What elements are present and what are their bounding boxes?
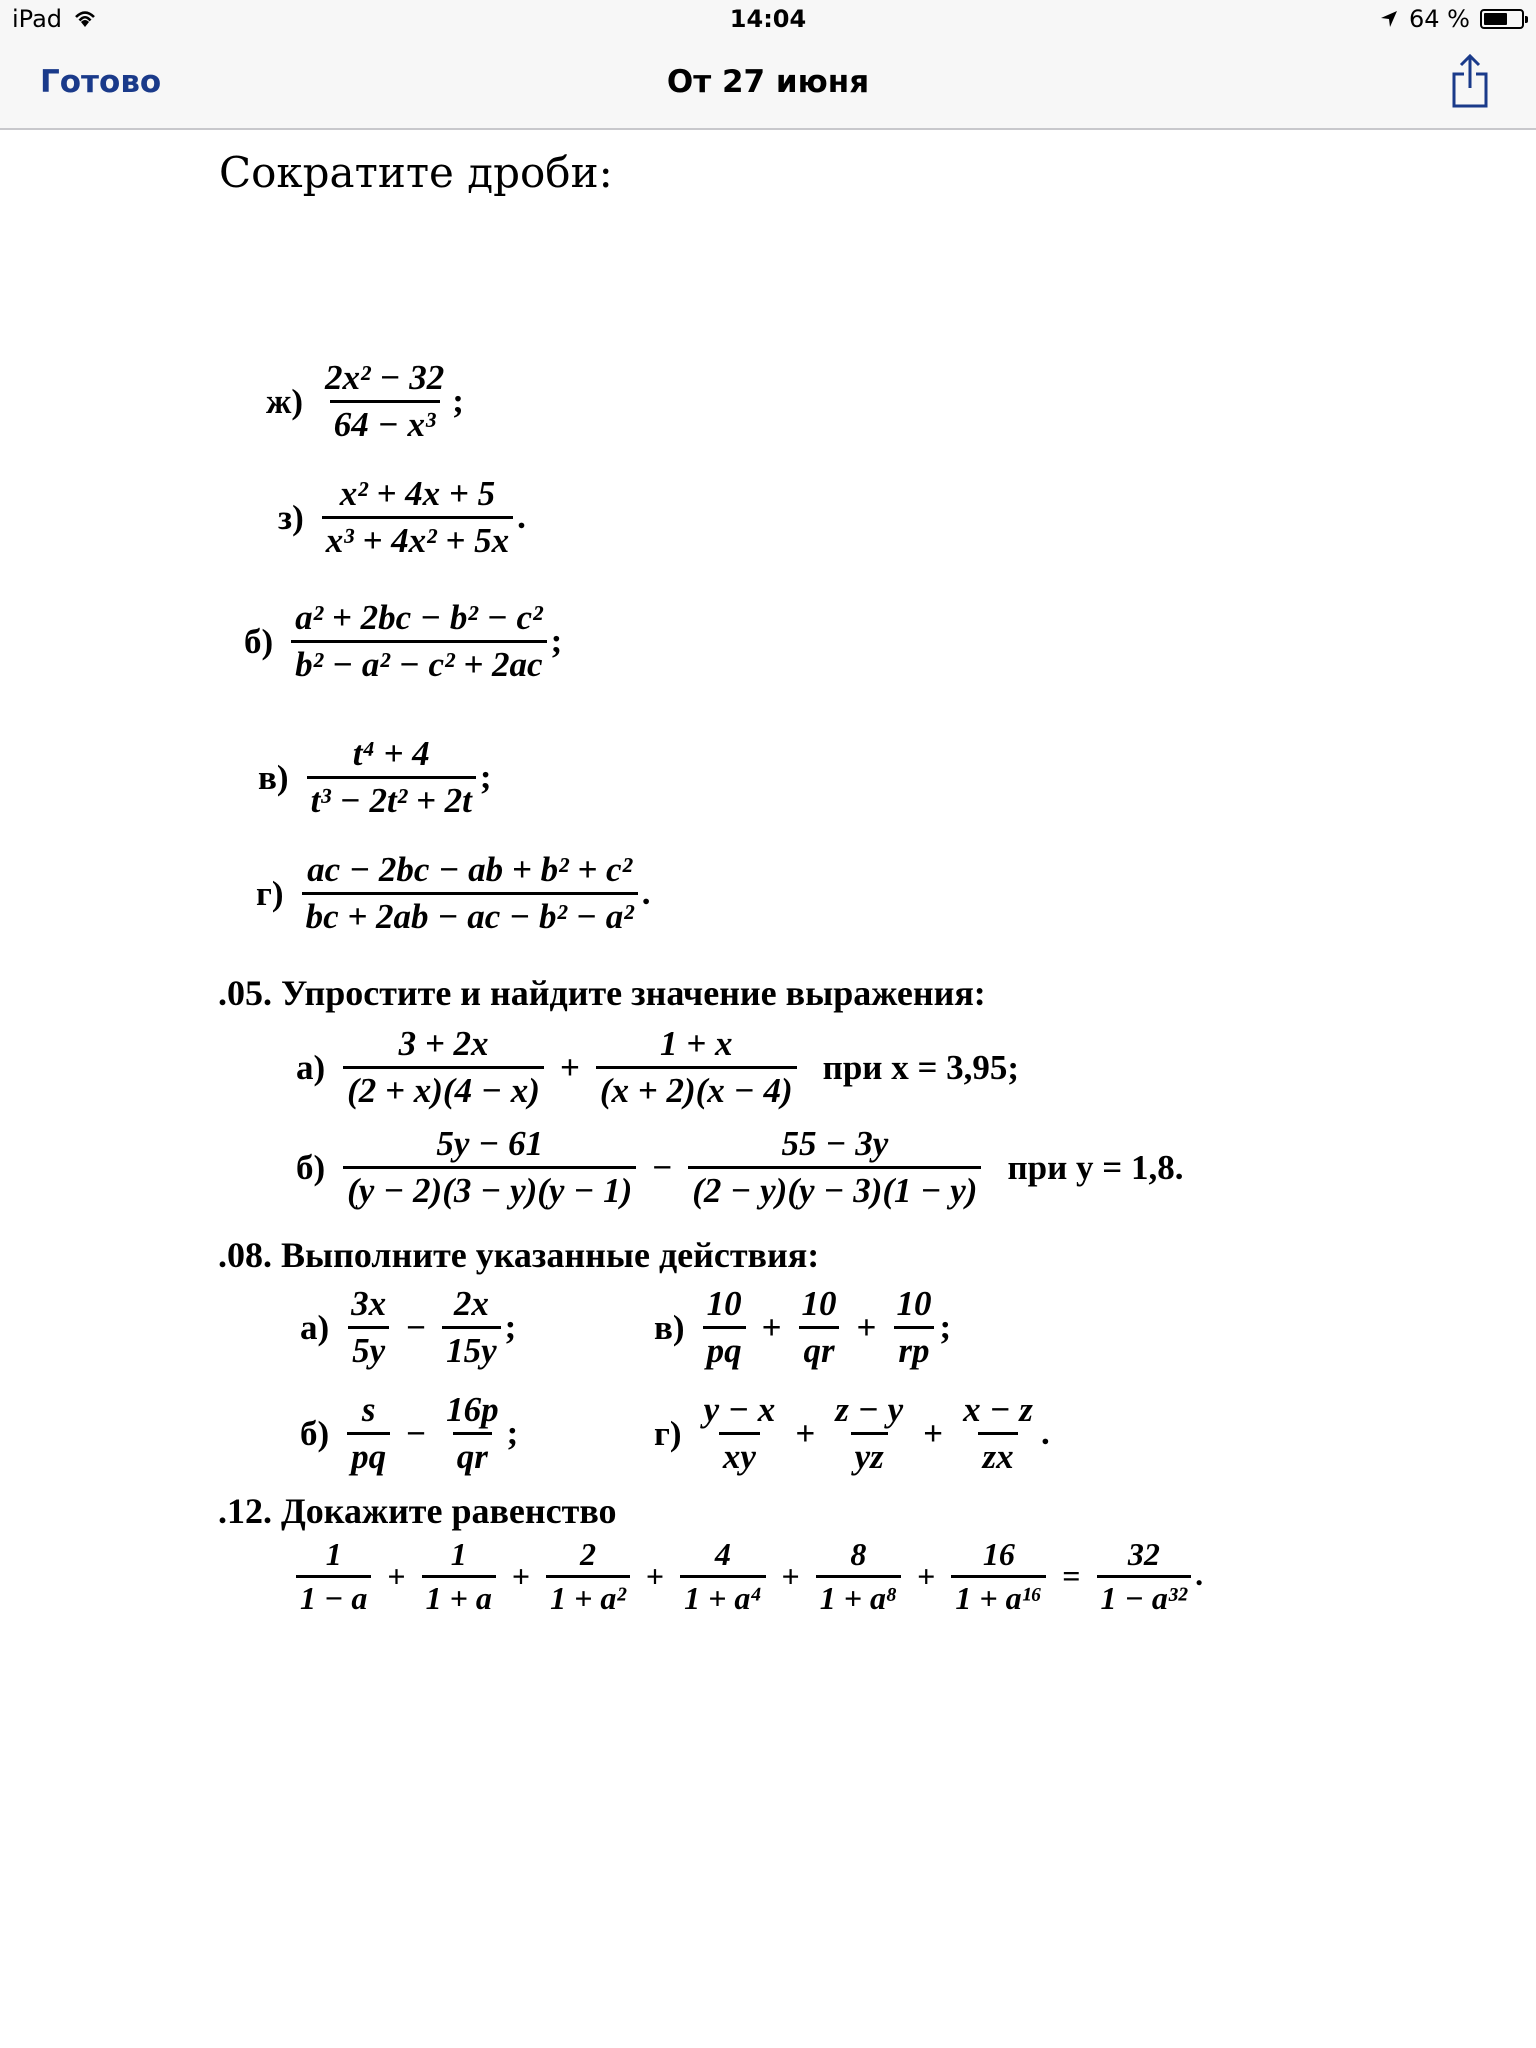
exercise-z xyxy=(278,474,526,561)
equals-sign: = xyxy=(1062,1558,1081,1594)
denominator: zx xyxy=(978,1432,1017,1477)
fraction xyxy=(546,1536,630,1617)
device-name: iPad xyxy=(12,5,63,33)
numerator: 16p xyxy=(446,1390,499,1429)
numerator: 32 xyxy=(1127,1536,1160,1572)
problem-08-g xyxy=(654,1390,1050,1477)
problem-08-v xyxy=(654,1284,951,1371)
denominator: 15y xyxy=(442,1326,501,1371)
problem-08-a xyxy=(300,1284,516,1371)
punctuation: ; xyxy=(506,1413,519,1452)
denominator: rp xyxy=(894,1326,933,1371)
denominator: 1 − a xyxy=(296,1575,371,1617)
punctuation: ; xyxy=(479,757,492,796)
item-label: а) xyxy=(300,1307,330,1347)
operator: + xyxy=(795,1413,816,1453)
fraction xyxy=(321,358,448,445)
denominator: 5y xyxy=(348,1326,389,1371)
denominator: t³ − 2t² + 2t xyxy=(307,776,476,821)
item-label: ж) xyxy=(266,381,304,421)
operator: − xyxy=(652,1147,673,1187)
clock: 14:04 xyxy=(729,5,807,33)
punctuation: . xyxy=(641,873,651,912)
fraction xyxy=(291,598,546,685)
operator: + xyxy=(856,1307,877,1347)
denominator: b² − a² − c² + 2ac xyxy=(291,640,546,685)
denominator: 1 + a² xyxy=(546,1575,630,1617)
denominator: pq xyxy=(347,1432,390,1477)
item-label: в) xyxy=(654,1307,685,1347)
numerator: 1 xyxy=(325,1536,342,1572)
item-label: а) xyxy=(296,1047,326,1087)
fraction xyxy=(343,1124,636,1211)
item-label: б) xyxy=(244,621,274,661)
numerator: 1 + x xyxy=(660,1024,733,1063)
nav-bar xyxy=(0,40,1536,130)
fraction xyxy=(959,1390,1037,1477)
punctuation: ; xyxy=(550,621,563,660)
operator: + xyxy=(511,1558,531,1594)
denominator: qr xyxy=(799,1326,838,1371)
numerator: x² + 4x + 5 xyxy=(339,474,496,513)
problem-05-title: .05. Упростите и найдите значение выражения: xyxy=(218,973,986,1013)
fraction xyxy=(892,1284,935,1371)
numerator: t⁴ + 4 xyxy=(352,734,430,773)
operator: + xyxy=(923,1413,944,1453)
numerator: a² + 2bc − b² − c² xyxy=(295,598,543,637)
denominator: (2 + x)(4 − x) xyxy=(343,1066,544,1111)
punctuation: ; xyxy=(939,1307,952,1346)
fraction xyxy=(322,474,513,561)
fraction xyxy=(442,1390,503,1477)
denominator: 1 + a⁸ xyxy=(816,1575,901,1617)
item-label: г) xyxy=(256,873,284,913)
numerator: ac − 2bc − ab + b² + c² xyxy=(307,850,633,889)
numerator: s xyxy=(361,1390,376,1429)
numerator: 4 xyxy=(714,1536,731,1572)
denominator: 64 − x³ xyxy=(330,400,440,445)
battery-percent: 64 % xyxy=(1409,5,1470,33)
item-label: в) xyxy=(258,757,289,797)
denominator: (2 − y)(y − 3)(1 − y) xyxy=(688,1166,981,1211)
denominator: (y − 2)(3 − y)(y − 1) xyxy=(343,1166,636,1211)
item-label: б) xyxy=(296,1147,326,1187)
numerator: 10 xyxy=(706,1284,742,1323)
status-bar xyxy=(0,0,1536,40)
numerator: 2x² − 32 xyxy=(325,358,445,397)
numerator: 55 − 3y xyxy=(781,1124,889,1163)
numerator: y − x xyxy=(703,1390,776,1429)
denominator: (x + 2)(x − 4) xyxy=(596,1066,797,1111)
denominator: bc + 2ab − ac − b² − a² xyxy=(302,892,638,937)
operator: + xyxy=(645,1558,665,1594)
denominator: 1 + a¹⁶ xyxy=(951,1575,1046,1617)
denominator: 1 + a⁴ xyxy=(680,1575,765,1617)
exercise-v xyxy=(258,734,492,821)
numerator: 10 xyxy=(896,1284,932,1323)
fraction xyxy=(703,1284,746,1371)
fraction xyxy=(307,734,476,821)
problem-08-b xyxy=(300,1390,518,1477)
denominator: 1 + a xyxy=(422,1575,496,1617)
nav-title: От 27 июня xyxy=(666,64,870,100)
denominator: x³ + 4x² + 5x xyxy=(322,516,513,561)
fraction xyxy=(347,1390,390,1477)
numerator: x − z xyxy=(963,1390,1033,1429)
numerator: 1 xyxy=(450,1536,467,1572)
done-button[interactable]: Готово xyxy=(40,64,162,100)
problem-12-equation xyxy=(292,1536,1203,1617)
operator: + xyxy=(917,1558,936,1594)
fraction xyxy=(1097,1536,1192,1617)
share-icon[interactable] xyxy=(1450,52,1490,108)
denominator: 1 − a³² xyxy=(1097,1575,1192,1617)
operator: − xyxy=(406,1307,427,1347)
fraction xyxy=(343,1024,544,1111)
battery-icon xyxy=(1480,9,1524,29)
punctuation: . xyxy=(1040,1413,1050,1452)
item-label: б) xyxy=(300,1413,330,1453)
exercise-g xyxy=(256,850,650,937)
operator: + xyxy=(781,1558,800,1594)
denominator: qr xyxy=(453,1432,492,1477)
fraction xyxy=(596,1024,797,1111)
fraction xyxy=(302,850,638,937)
denominator: pq xyxy=(703,1326,746,1371)
condition: при y = 1,8. xyxy=(1007,1147,1184,1187)
fraction xyxy=(831,1390,907,1477)
fraction xyxy=(422,1536,496,1617)
operator: + xyxy=(559,1047,580,1087)
page-title: Сократите дроби: xyxy=(219,148,613,197)
operator: + xyxy=(387,1558,406,1594)
punctuation: . xyxy=(1195,1556,1204,1592)
operator: + xyxy=(761,1307,782,1347)
location-arrow-icon xyxy=(1379,9,1399,29)
numerator: 2x xyxy=(453,1284,489,1323)
exercise-b xyxy=(244,598,562,685)
fraction xyxy=(296,1536,371,1617)
numerator: 10 xyxy=(801,1284,837,1323)
item-label: з) xyxy=(278,497,304,537)
punctuation: . xyxy=(517,497,526,536)
fraction xyxy=(347,1284,390,1371)
numerator: 16 xyxy=(982,1536,1015,1572)
fraction xyxy=(680,1536,765,1617)
fraction xyxy=(442,1284,501,1371)
fraction xyxy=(700,1390,780,1477)
problem-05-b xyxy=(296,1124,1183,1211)
fraction xyxy=(816,1536,901,1617)
problem-05-a xyxy=(296,1024,1019,1111)
fraction xyxy=(688,1124,981,1211)
denominator: yz xyxy=(851,1432,888,1477)
numerator: 5y − 61 xyxy=(436,1124,544,1163)
item-label: г) xyxy=(654,1413,682,1453)
operator: − xyxy=(406,1413,427,1453)
problem-08-title: .08. Выполните указанные действия: xyxy=(218,1235,820,1275)
exercise-zh xyxy=(266,358,464,445)
status-right xyxy=(1379,5,1524,33)
punctuation: ; xyxy=(452,381,464,420)
numerator: 3x xyxy=(351,1284,387,1323)
fraction xyxy=(951,1536,1046,1617)
denominator: xy xyxy=(719,1432,760,1477)
numerator: 3 + 2x xyxy=(398,1024,489,1063)
numerator: z − y xyxy=(835,1390,904,1429)
condition: при x = 3,95; xyxy=(822,1047,1020,1087)
numerator: 8 xyxy=(850,1536,867,1572)
problem-12-title: .12. Докажите равенство xyxy=(218,1491,617,1531)
numerator: 2 xyxy=(580,1536,596,1572)
fraction xyxy=(798,1284,841,1371)
punctuation: ; xyxy=(504,1307,517,1346)
